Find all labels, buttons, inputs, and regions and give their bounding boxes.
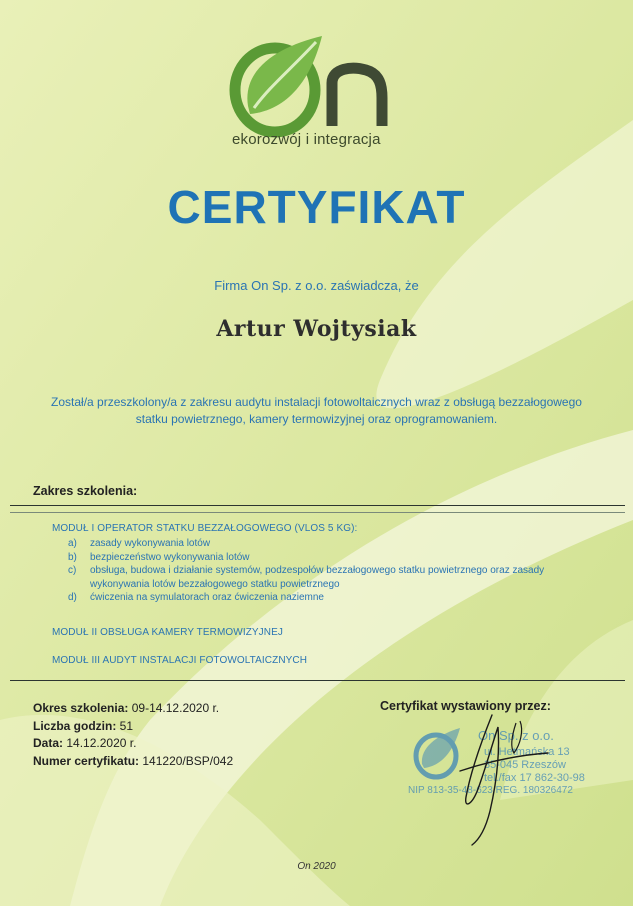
intro-text: Firma On Sp. z o.o. zaświadcza, że: [214, 278, 419, 293]
recipient-name: Artur Wojtysiak: [216, 316, 417, 342]
module-2-title: MODUŁ II OBSŁUGA KAMERY TERMOWIZYJNEJ: [52, 627, 283, 638]
hours-row: Liczba godzin: 51: [33, 718, 134, 733]
list-item: d) ćwiczenia na symulatorach oraz ćwiczenia naziemne: [68, 592, 324, 603]
stamp-city: 35-045 Rzeszów: [484, 759, 566, 771]
logo-tagline: ekorozwój i integracja: [232, 131, 381, 148]
module-1-title: MODUŁ I OPERATOR STATKU BEZZAŁOGOWEGO (VLOS 5 KG):: [52, 523, 358, 534]
divider-bottom: [10, 680, 625, 681]
period-row: Okres szkolenia: 09-14.12.2020 r.: [33, 701, 220, 715]
stamp-ids: NIP 813-35-48-623 REG. 180326472: [408, 785, 573, 796]
module-3-title: MODUŁ III AUDYT INSTALACJI FOTOWOLTAICZNYCH: [52, 655, 308, 666]
divider-sub: [10, 512, 625, 513]
stamp-company: On Sp. z o.o.: [478, 728, 554, 743]
stamp-fax: tel./fax 17 862-30-98: [484, 772, 585, 784]
number-row: Numer certyfikatu: 141220/BSP/042: [33, 753, 234, 768]
scope-heading: Zakres szkolenia:: [33, 484, 138, 498]
footer-text: On 2020: [297, 861, 336, 872]
list-item: c) obsługa, budowa i działanie systemów, podzespołów bezzałogowego statku powietrznego oraz zasady wykonywania lotów bezzałogowego statku powietrznego: [68, 565, 545, 590]
training-description: Został/a przeszkolony/a z zakresu audytu instalacji fotowoltaicznych wraz z obsługą bezzałogowego statku powietrznego, kamery termowizyjnej oraz oprogramowaniem.: [51, 395, 582, 426]
certificate-title: CERTYFIKAT: [167, 181, 466, 233]
divider-top: [10, 505, 625, 506]
date-row: Data: 14.12.2020 r.: [33, 736, 137, 750]
certificate-details: [33, 700, 233, 770]
issued-by-label: Certyfikat wystawiony przez:: [380, 699, 551, 713]
signature-icon: [420, 705, 570, 850]
stamp-street: ul. Hetmańska 13: [484, 746, 570, 758]
module-1-list: [68, 537, 598, 605]
list-item: b) bezpieczeństwo wykonywania lotów: [68, 551, 250, 563]
list-item: a) zasady wykonywania lotów: [68, 538, 211, 549]
